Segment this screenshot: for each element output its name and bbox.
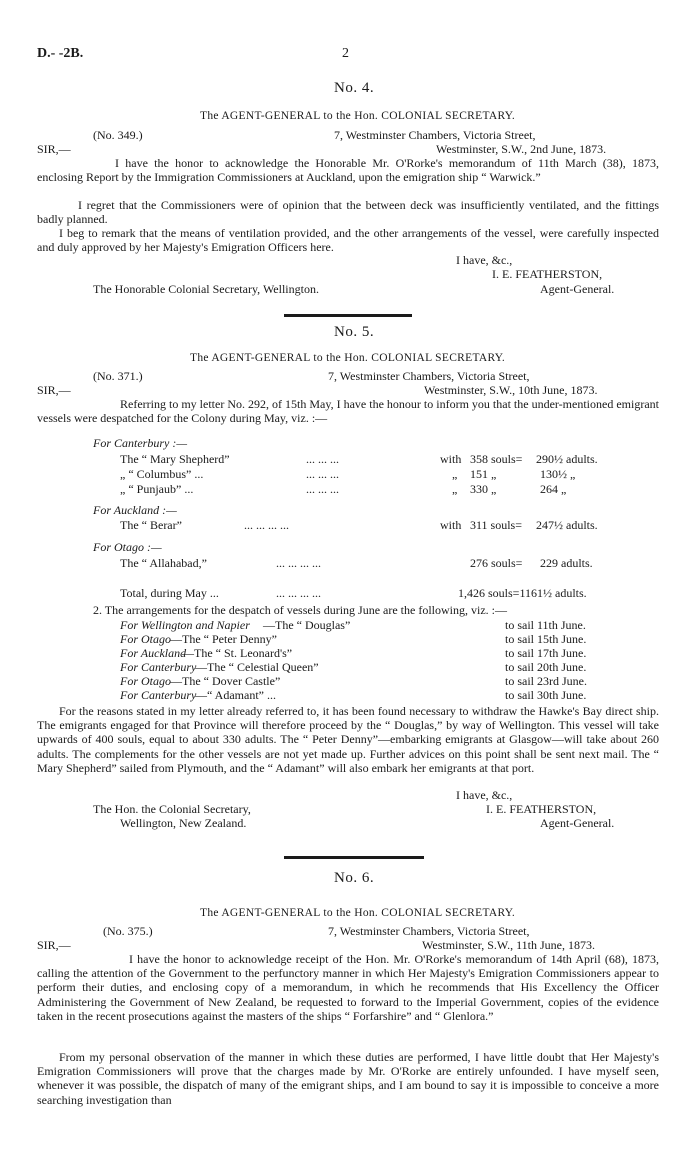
letter-title: No. 4. — [334, 80, 375, 96]
letter-paragraph: For the reasons stated in my letter already referred to, it has been found necessary to withdraw the Hawke's Bay direct ship. The emigrants engaged for that Province will therefore proceed by the “ Douglas,” by way of Wellington. This vessel will take upwards of 400 souls, equal to about 330 adults. The “ Peter Denny”—embarking emigrants at Glasgow—will take about 260 adults. The complements for the other vessels are not yet made up. Further advices on this point shall be sent next mail. The “ Mary Shepherd” sailed from Plymouth, and the “ Adamant” will also embark her emigrants at that port. — [37, 704, 659, 775]
letter-paragraph: I beg to remark that the means of ventilation provided, and the other arrangements of the vessel, were carefully inspected and duly approved by her Majesty's Emigration Officers here. — [37, 226, 659, 255]
letter-address-line1: 7, Westminster Chambers, Victoria Street, — [328, 924, 530, 938]
page-number: 2 — [342, 46, 349, 61]
destination-heading: For Canterbury :— — [93, 436, 187, 450]
letter-closing: I have, &c., — [456, 253, 513, 267]
ship-name: „ “ Punjaub” ... — [120, 482, 194, 496]
destination-heading: For Auckland :— — [93, 503, 177, 517]
letter-salutation: SIR,— — [37, 142, 71, 156]
june-ship: —The “ Dover Castle” — [170, 674, 281, 688]
june-ship: —“ Adamant” ... — [195, 688, 276, 702]
june-sail-date: to sail 20th June. — [505, 660, 587, 674]
june-ship: —The “ St. Leonard's” — [182, 646, 293, 660]
june-destination: For Auckland — [120, 646, 187, 660]
letter-addressee: The Hon. the Colonial Secretary, — [93, 802, 251, 816]
destination-heading: For Otago :— — [93, 540, 162, 554]
adults-count: 229 adults. — [540, 556, 593, 570]
letter-signature-title: Agent-General. — [540, 816, 615, 830]
letter-ref: (No. 371.) — [93, 369, 143, 383]
souls-count: 276 souls= — [470, 556, 523, 570]
letter-addressee: Wellington, New Zealand. — [120, 816, 247, 830]
letter-title: No. 6. — [334, 870, 375, 886]
letter-ref: (No. 349.) — [93, 128, 143, 142]
letter-paragraph: I have the honor to acknowledge the Honorable Mr. O'Rorke's memorandum of 11th March (38), 1873, enclosing Report by the Immigration Commissioners at Auckland, upon the emigration ship “ Warwick.” — [37, 156, 659, 185]
letter-address-line2: Westminster, S.W., 11th June, 1873. — [422, 938, 595, 952]
souls-count: 311 souls= — [470, 518, 522, 532]
leader-dots: ... ... ... — [306, 452, 339, 466]
adults-count: 130½ „ — [540, 467, 576, 481]
letter-signature-title: Agent-General. — [540, 282, 615, 296]
total-label: Total, during May ... — [120, 586, 219, 600]
letter-signature: I. E. FEATHERSTON, — [492, 267, 603, 281]
june-sail-date: to sail 23rd June. — [505, 674, 587, 688]
souls-prefix: „ — [452, 467, 458, 481]
letter-from-to: The AGENT-GENERAL to the Hon. COLONIAL SECRETARY. — [200, 110, 516, 122]
june-destination: For Otago — [120, 632, 171, 646]
letter-from-to: The AGENT-GENERAL to the Hon. COLONIAL SECRETARY. — [190, 352, 506, 364]
leader-dots: ... ... ... ... — [276, 556, 321, 570]
letter-closing: I have, &c., — [456, 788, 513, 802]
letter-salutation: SIR,— — [37, 383, 71, 397]
leader-dots: ... ... ... ... — [244, 518, 289, 532]
june-ship: —The “ Celestial Queen” — [195, 660, 319, 674]
letter-paragraph: I have the honor to acknowledge receipt of the Hon. Mr. O'Rorke's memorandum of 14th April (68), 1873, calling the attention of the Government to the perfunctory manner in which Her Majesty's Emigration Commissioners appear to perform their duties, and enclosing copy of a memorandum, in which he recommends that His Excellency the Officer Administering the Government of New Zealand, be requested to forward to the Imperial Government, copies of the evidence taken in the recent prosecutions against the masters of the ships “ Forfarshire” and “ Glenlora.” — [37, 952, 659, 1023]
souls-prefix: with — [440, 452, 462, 466]
ship-name: The “ Berar” — [120, 518, 182, 532]
section-divider — [284, 314, 412, 317]
ship-name: „ “ Columbus” ... — [120, 467, 204, 481]
letter-from-to: The AGENT-GENERAL to the Hon. COLONIAL SECRETARY. — [200, 907, 516, 919]
letter-title: No. 5. — [334, 324, 375, 340]
document-code: D.- -2B. — [37, 46, 84, 61]
june-destination: For Otago — [120, 674, 171, 688]
letter-ref: (No. 375.) — [103, 924, 153, 938]
letter-paragraph: Referring to my letter No. 292, of 15th May, I have the honour to inform you that the under-mentioned emigrant vessels were despatched for the Colony during May, viz. :— — [37, 397, 659, 426]
june-destination: For Wellington and Napier — [120, 618, 250, 632]
souls-prefix: „ — [452, 482, 458, 496]
june-ship: —The “ Douglas” — [263, 618, 351, 632]
letter-signature: I. E. FEATHERSTON, — [486, 802, 597, 816]
adults-count: 247½ adults. — [536, 518, 598, 532]
letter-addressee: The Honorable Colonial Secretary, Wellington. — [93, 282, 319, 296]
june-ship: —The “ Peter Denny” — [170, 632, 277, 646]
letter-address-line2: Westminster, S.W., 10th June, 1873. — [424, 383, 598, 397]
letter-address-line2: Westminster, S.W., 2nd June, 1873. — [436, 142, 607, 156]
letter-paragraph: I regret that the Commissioners were of opinion that the between deck was insufficiently ventilated, and the fittings badly planned. — [37, 198, 659, 227]
total-value: 1,426 souls=1161½ adults. — [458, 586, 587, 600]
june-intro: 2. The arrangements for the despatch of vessels during June are the following, viz. :— — [93, 603, 507, 617]
letter-address-line1: 7, Westminster Chambers, Victoria Street, — [334, 128, 536, 142]
leader-dots: ... ... ... ... — [276, 586, 321, 600]
june-destination: For Canterbury — [120, 688, 197, 702]
ship-name: The “ Mary Shepherd” — [120, 452, 230, 466]
adults-count: 264 „ — [540, 482, 567, 496]
june-sail-date: to sail 30th June. — [505, 688, 587, 702]
souls-count: 151 „ — [470, 467, 497, 481]
letter-address-line1: 7, Westminster Chambers, Victoria Street, — [328, 369, 530, 383]
letter-salutation: SIR,— — [37, 938, 71, 952]
june-sail-date: to sail 11th June. — [505, 618, 586, 632]
letter-paragraph: From my personal observation of the manner in which these duties are performed, I have little doubt that Her Majesty's Emigration Commissioners will prove that the charges made by Mr. O'Rorke are entirely unfounded. I have myself seen, whenever it was possible, the dispatch of many of the emigrant ships, and I am bound to say it is impossible to conceive a more searching investigation than — [37, 1050, 659, 1107]
souls-count: 358 souls= — [470, 452, 523, 466]
leader-dots: ... ... ... — [306, 482, 339, 496]
souls-prefix: with — [440, 518, 462, 532]
souls-count: 330 „ — [470, 482, 497, 496]
june-sail-date: to sail 17th June. — [505, 646, 587, 660]
leader-dots: ... ... ... — [306, 467, 339, 481]
june-destination: For Canterbury — [120, 660, 197, 674]
ship-name: The “ Allahabad,” — [120, 556, 207, 570]
section-divider — [284, 856, 424, 859]
june-sail-date: to sail 15th June. — [505, 632, 587, 646]
adults-count: 290½ adults. — [536, 452, 598, 466]
